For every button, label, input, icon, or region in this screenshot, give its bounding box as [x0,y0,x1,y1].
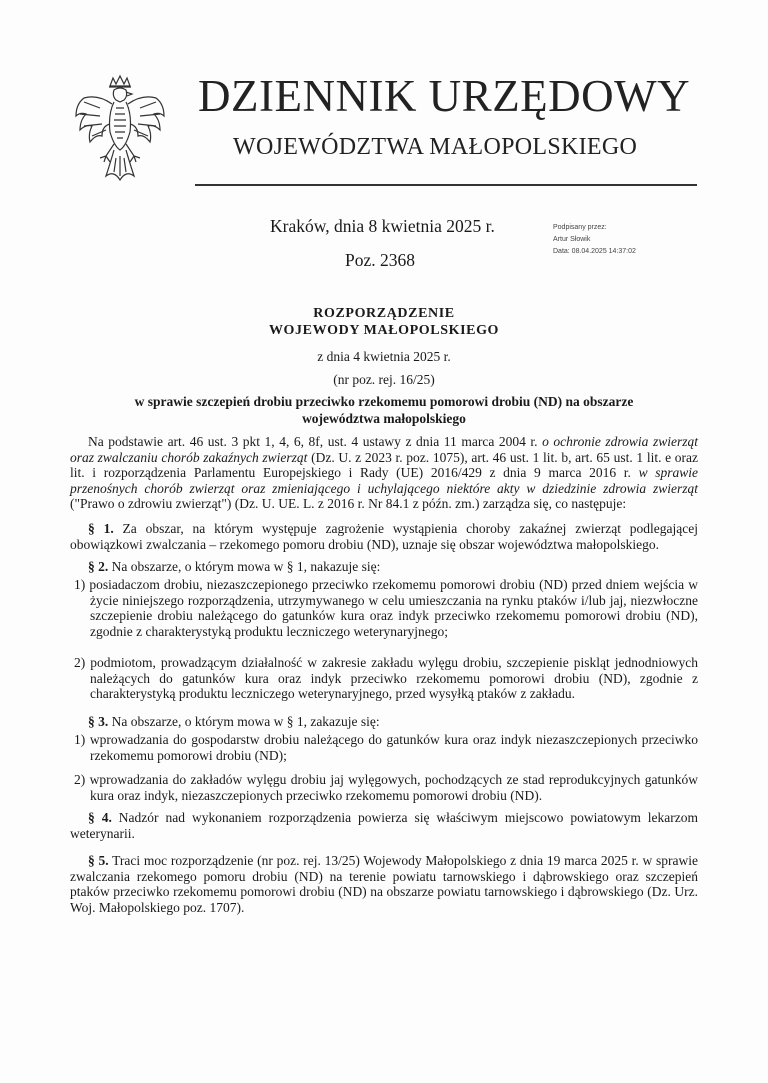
list-item [74,577,698,639]
section-5 [70,853,698,915]
issue-place-date: Kraków, dnia 8 kwietnia 2025 r. [270,216,495,236]
section-text: Za obszar, na którym występuje zagrożenie wystąpienia choroby zakaźnej zwierząt podlegającej obowiązkowi zwalczania – rzekomego pomoru drobiu (ND), uznaje się obszar województwa małopolskiego. [70,521,698,552]
list-item-number: 2) [74,772,86,787]
section-1 [70,521,698,552]
masthead-divider [195,184,697,186]
section-text: Na obszarze, o którym mowa w § 1, nakazuje się: [108,559,381,574]
list-item-number: 1) [74,732,86,747]
list-item-number: 1) [74,577,86,592]
section-text: Nadzór nad wykonaniem rozporządzenia powierza się właściwym miejscowo powiatowym lekarzom weterynarii. [70,810,699,841]
preamble-regulation-title: w sprawie przenośnych chorób zwierząt oraz zmieniającego i uchylającego niektóre akty w dziedzinie zdrowia zwierząt [70,465,698,496]
signature-date: Data: 08.04.2025 14:37:02 [553,248,636,255]
act-type: ROZPORZĄDZENIE [313,306,455,321]
section-3 [70,714,698,730]
journal-title: DZIENNIK URZĘDOWY [198,71,691,121]
section-2 [70,559,698,575]
list-item-text: wprowadzania do gospodarstw drobiu należącego do gatunków kura oraz indyk niezaszczepionych przeciwko rzekomemu pomorowi drobiu (ND); [89,732,699,763]
section-text: Na obszarze, o którym mowa w § 1, zakazuje się: [108,714,380,729]
section-label: § 4. [88,810,112,825]
section-label: § 1. [88,521,114,536]
act-subject: w sprawie szczepień drobiu przeciwko rzekomemu pomorowi drobiu (ND) na obszarze województwa małopolskiego [134,394,634,426]
list-item-number: 2) [74,655,86,670]
list-item-text: wprowadzania do zakładów wylęgu drobiu jaj wylęgowych, pochodzących ze stad reprodukcyjnych gatunków kura oraz indyk, niezaszczepionych przeciwko rzekomemu pomorowi drobiu (ND). [89,772,698,803]
list-item [74,655,698,702]
preamble-text: (Dz. U. z 2023 r. poz. 1075), art. 46 ust. 1 lit. b, art. 65 ust. 1 lit. e oraz lit. i rozporządzenia Parlamentu Europejskiego i Rady (UE) 2016/429 z dnia 9 marca 2016 r. [70,449,699,480]
preamble-text: ("Prawo o zdrowiu zwierząt") (Dz. U. UE. L. z 2016 r. Nr 84.1 z późn. zm.) zarządza się, co następuje: [70,496,627,511]
position-number: Poz. 2368 [345,250,415,270]
act-author: WOJEWODY MAŁOPOLSKIEGO [268,323,500,338]
preamble-text: Na podstawie art. 46 ust. 3 pkt 1, 4, 6, 8f, ust. 4 ustawy z dnia 11 marca 2004 r. [88,434,543,449]
section-label: § 2. [88,559,109,574]
polish-eagle-emblem-icon [70,74,170,184]
list-item [74,732,698,763]
list-item [74,772,698,803]
list-item-text: podmiotom, prowadzącym działalność w zakresie zakładu wylęgu drobiu, szczepienie piskląt jednodniowych należących do gatunków kura oraz indyk przeciwko rzekomemu pomorowi drobiu (ND), zgodnie z charakterystyką produktu leczniczego weterynaryjnego, przed wysyłką ptaków z zakładu. [90,655,699,701]
list-item-text: posiadaczom drobiu, niezaszczepionego przeciwko rzekomemu pomorowi drobiu (ND) przed dniem wejścia w życie niniejszego rozporządzenia, utrzymywanego w celu umieszczania na rynku ptaków i/lub jaj, niezwłoczne szczepienie drobiu należącego do gatunków kura oraz indyk przeciwko rzekomemu pomorowi drobiu (ND), zgodnie z charakterystyką produktu leczniczego weterynaryjnego; [89,577,699,639]
signature-label: Podpisany przez: [553,224,607,231]
section-4 [70,810,698,841]
section-text: Traci moc rozporządzenie (nr poz. rej. 13/25) Wojewody Małopolskiego z dnia 19 marca 2025 r. w sprawie zwalczania rzekomego pomoru drobiu (ND) na terenie powiatu tarnowskiego i dąbrowskiego oraz szczepień ptaków przeciwko rzekomemu pomorowi drobiu (ND) na obszarze powiatu tarnowskiego i dąbrowskiego (Dz. Urz. Woj. Małopolskiego poz. 1707). [70,853,698,915]
digital-signature [553,222,636,258]
section-label: § 5. [88,853,109,868]
preamble [70,434,698,512]
journal-subtitle: WOJEWÓDZTWA MAŁOPOLSKIEGO [233,134,638,160]
signature-signer: Artur Słowik [553,236,591,243]
preamble-act-title: o ochronie zdrowia zwierząt oraz zwalczaniu chorób zakaźnych zwierząt [70,434,698,465]
act-registry-number: (nr poz. rej. 16/25) [333,372,435,387]
section-label: § 3. [88,714,109,729]
act-date: z dnia 4 kwietnia 2025 r. [317,349,451,364]
